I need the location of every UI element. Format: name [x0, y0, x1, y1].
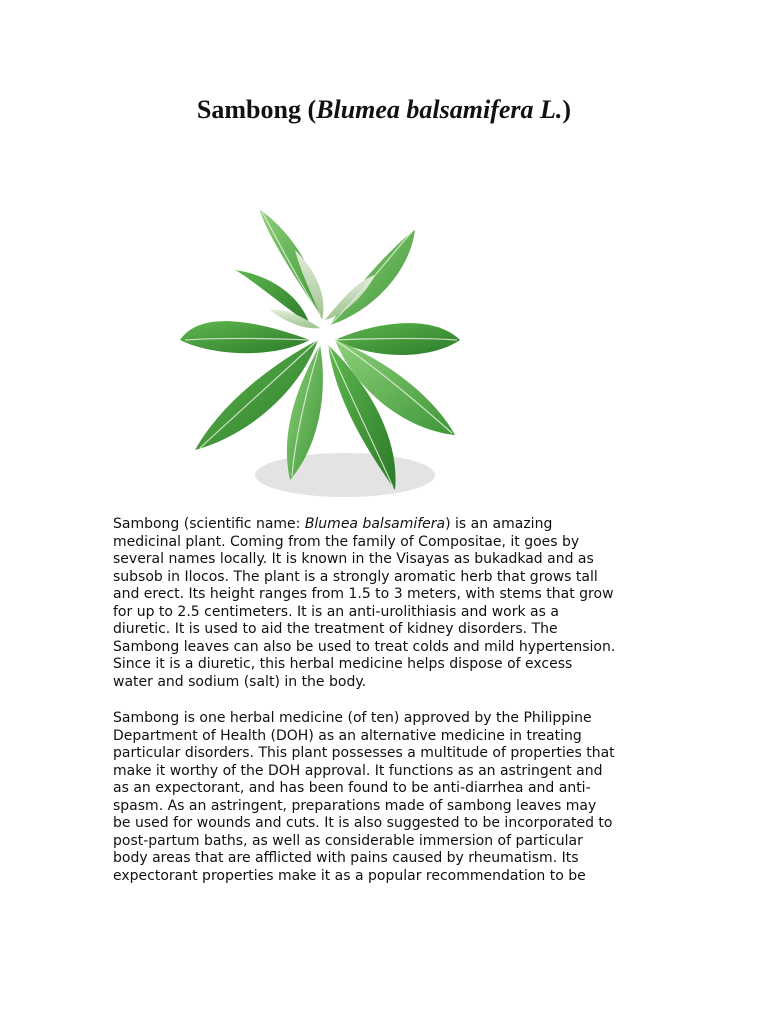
sambong-plant-icon — [160, 190, 490, 510]
paragraph-2: Sambong is one herbal medicine (of ten) approved by the Philippine Department of Health (DOH) as an alternative medicine in treating particular disorders. This plant possesses a multitude of properties that make it worthy of the DOH approval. It functions as an astringent and as an expectorant, and has been found to be anti-diarrhea and anti- spasm. As an astringent, preparations made of sambong leaves may be used for wounds and cuts. It is also suggested to be incorporated to post-partum baths, as well as considerable immersion of particular body areas that are afflicted with pains caused by rheumatism. Its expectorant properties make it as a popular recommendation to be — [113, 710, 615, 884]
title-scientific-name: Blumea balsamifera L. — [316, 95, 563, 124]
paragraph-1 — [113, 516, 658, 691]
sambong-plant-figure — [160, 190, 490, 510]
page-title — [0, 92, 768, 128]
title-common-name: Sambong — [196, 95, 301, 124]
title-close-paren: ) — [562, 95, 572, 124]
leaf-back-left — [180, 321, 310, 353]
plant-shadow — [255, 453, 435, 497]
paragraph-1-rest: ) is an amazing medicinal plant. Coming from the family of Compositae, it goes by several names locally. It is known in the Visayas as bukadkad and as subsob in Ilocos. The plant is a strongly aromatic herb that grows tall and erect. Its height ranges from 1.5 to 3 meters, with stems that grow for up to 2.5 centimeters. It is an anti-urolithiasis and work as a diuretic. It is used to aid the treatment of kidney disorders. The Sambong leaves can also be used to treat colds and mild hypertension. Since it is a diuretic, this herbal medicine helps dispose of excess water and sodium (salt) in the body. — [113, 516, 616, 690]
paragraph-1-lead: Sambong (scientific name: — [113, 516, 305, 532]
paragraph-1-scientific-name: Blumea balsamifera — [304, 516, 446, 532]
title-open-paren: ( — [300, 95, 317, 124]
